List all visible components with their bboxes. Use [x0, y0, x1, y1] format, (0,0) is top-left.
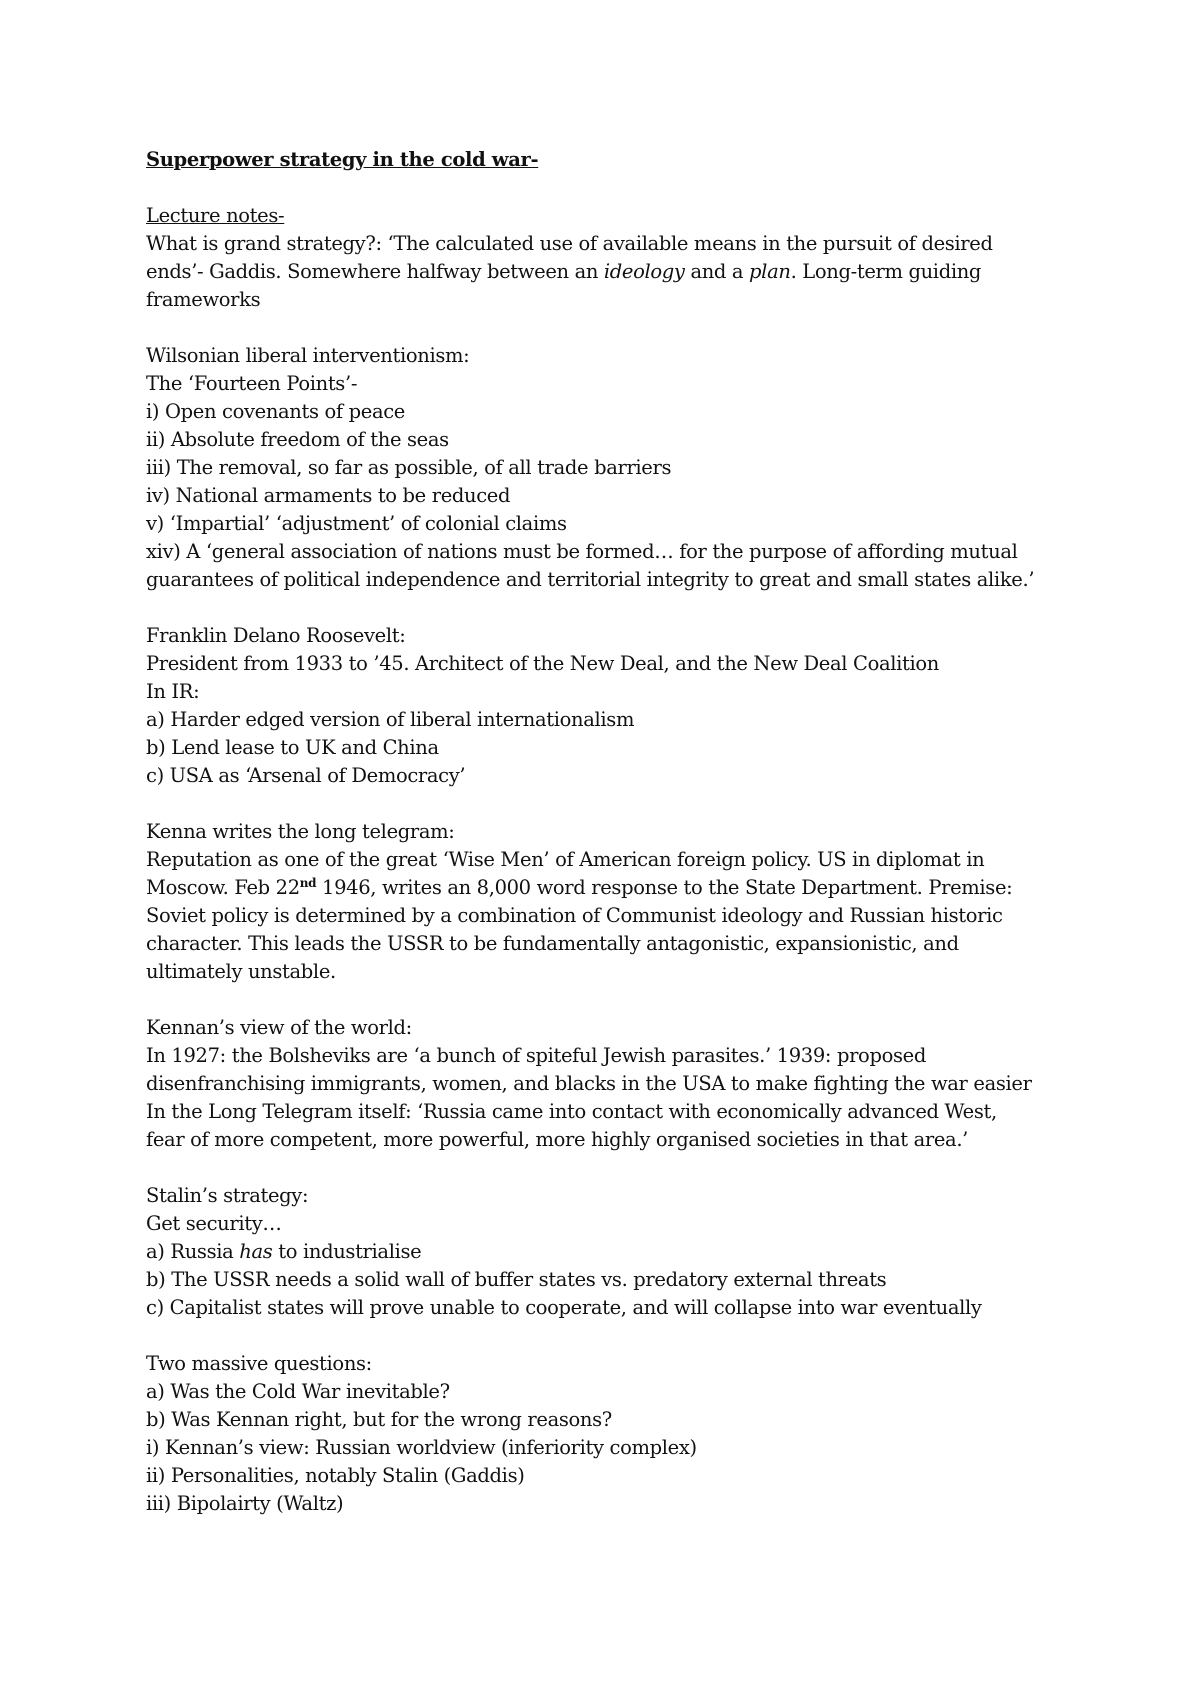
grand-strategy-line-2 — [146, 258, 1086, 286]
stalin-line-2 — [146, 1238, 1086, 1266]
kennan-view-line: In 1927: the Bolsheviks are ‘a bunch of spiteful Jewish parasites.’ 1939: proposed — [146, 1044, 926, 1067]
stalin-heading: Stalin’s strategy: — [146, 1184, 309, 1207]
kennan-view-heading: Kennan’s view of the world: — [146, 1016, 412, 1039]
questions-line: iii) Bipolairty (Waltz) — [146, 1492, 344, 1515]
text-run: . Long-term guiding — [790, 260, 982, 283]
text-run: to industrialise — [272, 1240, 422, 1263]
document-title: Superpower strategy in the cold war- — [146, 148, 539, 171]
fdr-line: In IR: — [146, 680, 200, 703]
text-run: and a — [684, 260, 750, 283]
spacer — [146, 1154, 1086, 1182]
wilson-item: iii) The removal, so far as possible, of all trade barriers — [146, 456, 672, 479]
kenna-line-5: ultimately unstable. — [146, 960, 336, 983]
wilson-item: v) ‘Impartial’ ‘adjustment’ of colonial claims — [146, 512, 567, 535]
questions-heading: Two massive questions: — [146, 1352, 372, 1375]
spacer — [146, 986, 1086, 1014]
kenna-line-3: Soviet policy is determined by a combination of Communist ideology and Russian historic — [146, 904, 1003, 927]
kenna-line-2 — [146, 874, 1086, 902]
wilson-item: i) Open covenants of peace — [146, 400, 405, 423]
kenna-heading: Kenna writes the long telegram: — [146, 820, 455, 843]
spacer — [146, 790, 1086, 818]
questions-line: ii) Personalities, notably Stalin (Gaddis) — [146, 1464, 525, 1487]
wilson-heading: Wilsonian liberal interventionism: — [146, 344, 470, 367]
grand-strategy-line-3: frameworks — [146, 288, 261, 311]
text-run: Moscow. Feb 22 — [146, 876, 300, 899]
questions-line: b) Was Kennan right, but for the wrong reasons? — [146, 1408, 612, 1431]
kenna-line-1: Reputation as one of the great ‘Wise Men’ of American foreign policy. US in diplomat in — [146, 848, 985, 871]
text-run: a) Russia — [146, 1240, 240, 1263]
wilson-item: xiv) A ‘general association of nations must be formed… for the purpose of affording mutual — [146, 540, 1018, 563]
ordinal-superscript: nd — [299, 876, 317, 890]
kennan-view-line: In the Long Telegram itself: ‘Russia came into contact with economically advanced West, — [146, 1100, 997, 1123]
fdr-heading: Franklin Delano Roosevelt: — [146, 624, 406, 647]
fdr-line: c) USA as ‘Arsenal of Democracy’ — [146, 764, 466, 787]
document-page — [146, 146, 1086, 1518]
spacer — [146, 314, 1086, 342]
lecture-notes-label: Lecture notes- — [146, 204, 285, 227]
questions-line: i) Kennan’s view: Russian worldview (inferiority complex) — [146, 1436, 697, 1459]
text-run: ends’- Gaddis. Somewhere halfway between an — [146, 260, 604, 283]
kenna-line-4: character. This leads the USSR to be fundamentally antagonistic, expansionistic, and — [146, 932, 959, 955]
stalin-line-1: Get security… — [146, 1212, 282, 1235]
grand-strategy-line-1: What is grand strategy?: ‘The calculated use of available means in the pursuit of desired — [146, 232, 993, 255]
wilson-subheading: The ‘Fourteen Points’- — [146, 372, 358, 395]
stalin-line-3: b) The USSR needs a solid wall of buffer states vs. predatory external threats — [146, 1268, 887, 1291]
fdr-line: b) Lend lease to UK and China — [146, 736, 439, 759]
wilson-item: guarantees of political independence and territorial integrity to great and small states alike.’ — [146, 568, 1035, 591]
stalin-line-4: c) Capitalist states will prove unable to cooperate, and will collapse into war eventually — [146, 1296, 982, 1319]
wilson-item: ii) Absolute freedom of the seas — [146, 428, 449, 451]
italic-plan: plan — [749, 260, 791, 283]
kennan-view-line: fear of more competent, more powerful, more highly organised societies in that area.’ — [146, 1128, 969, 1151]
spacer — [146, 1322, 1086, 1350]
text-run: 1946, writes an 8,000 word response to the State Department. Premise: — [316, 876, 1013, 899]
spacer — [146, 174, 1086, 202]
italic-has: has — [239, 1240, 273, 1263]
kennan-view-line: disenfranchising immigrants, women, and blacks in the USA to make fighting the war easier — [146, 1072, 1032, 1095]
fdr-line: President from 1933 to ’45. Architect of the New Deal, and the New Deal Coalition — [146, 652, 939, 675]
questions-line: a) Was the Cold War inevitable? — [146, 1380, 450, 1403]
wilson-item: iv) National armaments to be reduced — [146, 484, 511, 507]
italic-ideology: ideology — [603, 260, 685, 283]
spacer — [146, 594, 1086, 622]
fdr-line: a) Harder edged version of liberal internationalism — [146, 708, 635, 731]
